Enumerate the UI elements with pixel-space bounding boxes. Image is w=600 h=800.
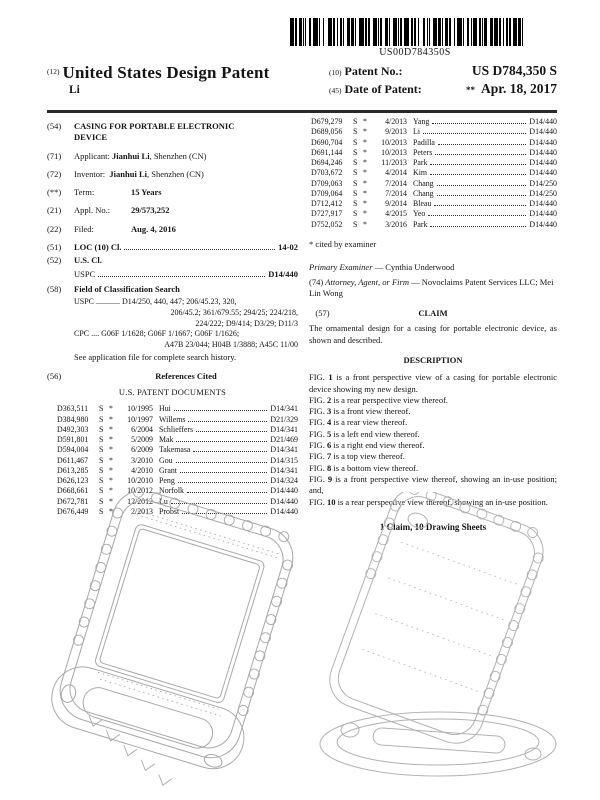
right-column [309,117,557,534]
applicant-name: Jianhui Li [112,150,150,161]
description-line: FIG. 1 is a front perspective view of a casing for portable electronic device showing my new design. [309,372,557,394]
description-heading: DESCRIPTION [403,355,463,365]
dotted-leader [176,462,268,463]
reference-row: D492,303 S * 6/2004 Schlieffers D14/341 [57,424,298,434]
reference-row: D384,980 S * 10/1997 Willems D21/329 [57,414,298,424]
description-line: FIG. 5 is a left end view thereof. [309,428,420,439]
description-line: FIG. 4 is a rear view thereof. [309,417,408,428]
field-appl-no: (21) Appl. No.: 29/573,252 [47,205,298,216]
filing-date: Aug. 4, 2016 [131,223,176,234]
references-table-right [311,117,557,230]
date-of-patent: ** Apr. 18, 2017 [465,81,557,96]
dotted-leader [428,215,526,216]
dotted-leader [438,144,526,145]
reference-row: D694,246 S * 11/2013 Park D14/440 [311,158,557,168]
classification-line: A47B 23/044; H04B 1/3888; A45C 11/00 [164,339,298,349]
front-perspective-figure-drawing [40,492,305,797]
description-lines [309,372,557,508]
dotted-leader [434,205,526,206]
reference-row: D668,661 S * 10/2012 Norfolk D14/440 [57,486,298,496]
description-line: FIG. 2 is a rear perspective view thereof. [309,394,449,405]
dotted-leader [435,154,526,155]
reference-row: D363,511 S * 10/1995 Hui D14/341 [57,404,298,414]
page-title: United States Design Patent [62,63,270,82]
dotted-leader [196,431,267,432]
reference-row: D709,064 S * 7/2014 Chang D14/250 [311,188,557,198]
dotted-leader [174,410,268,411]
uspc-value: D14/440 [268,268,298,279]
reference-row: D689,056 S * 9/2013 Li D14/440 [311,127,557,137]
classification-line: CPC .... G06F 1/1628; G06F 1/1667; G06F 1/1626; [74,329,240,339]
classification-line: 224/222; D9/414; D3/29; D11/3 [195,318,298,328]
field-us-class: (52) U.S. Cl. [47,255,102,266]
reference-row: D676,449 S * 2/2013 Probst D14/440 [57,506,298,516]
application-number: 29/573,252 [131,205,170,216]
invention-title: CASING FOR PORTABLE ELECTRONIC DEVICE [74,121,235,143]
drawing-figures [40,492,570,797]
dotted-leader [193,451,267,452]
reference-row: D709,063 S * 7/2014 Chang D14/250 [311,178,557,188]
us-patent-documents-heading: U.S. PATENT DOCUMENTS [118,386,227,397]
reference-row: D727,917 S * 4/2015 Yeo D14/440 [311,209,557,219]
left-column [47,121,298,517]
dotted-leader [432,123,526,124]
attorney-line: (74) Attorney, Agent, or Firm — Novoclaims Patent Services LLC; Mei Lin Wong [309,276,554,298]
reference-row: D613,285 S * 4/2010 Grant D14/341 [57,465,298,475]
loc-class-value: 14-02 [278,242,298,253]
claim-text: The ornamental design for a casing for portable electronic device, as shown and described. [309,323,557,345]
reference-row: D679,279 S * 4/2013 Yang D14/440 [311,117,557,126]
dotted-leader [430,174,526,175]
field-uspc: USPC D14/440 [74,268,298,279]
reference-row: D690,704 S * 10/2013 Padilla D14/440 [311,137,557,147]
description-line: FIG. 3 is a front view thereof. [309,406,411,417]
header-left [47,63,270,99]
reference-row: D591,801 S * 5/2009 Mak D21/469 [57,435,298,445]
field-title: (54) CASING FOR PORTABLE ELECTRONIC DEVICE [47,121,298,144]
dotted-leader [124,249,275,250]
rear-perspective-figure-drawing [305,492,570,797]
term-asterisks: ** [465,85,475,95]
reference-row: D752,052 S * 3/2016 Park D14/440 [311,219,557,229]
field-loc-class: (51) LOC (10) Cl. 14-02 [47,242,298,253]
term-value: 15 Years [131,187,162,198]
date-label: Date of Patent: [344,82,422,96]
classification-lines [74,297,298,350]
field-applicant: (71) Applicant: Jianhui Li, Shenzhen (CN) [47,150,207,161]
description-line: FIG. 9 is a front perspective view thereof, showing an in-use position; and, [309,473,557,496]
reference-row: D672,781 S * 12/2012 Lu D14/440 [57,496,298,506]
reference-row: D626,123 S * 10/2010 Peng D14/324 [57,476,298,486]
dotted-leader [437,185,527,186]
dotted-leader [430,226,526,227]
primary-examiner-line: Primary Examiner — Cynthia Underwood [309,262,455,273]
dotted-leader [176,441,267,442]
header-rule [47,110,557,113]
description-line: FIG. 10 is a rear perspective view thereof, showing an in-use position. [309,496,548,507]
cited-by-examiner-note: * cited by examiner [309,238,377,249]
classification-line: 206/45.2; 361/679.55; 294/25; 224/218, [170,307,298,317]
search-history-note: See application file for complete search history. [74,352,237,363]
kind-code: (12) [47,67,60,76]
dotted-leader [188,421,267,422]
field-term: (**) Term: 15 Years [47,187,298,198]
patent-number: US D784,350 S [471,63,557,78]
field-filed: (22) Filed: Aug. 4, 2016 [47,224,298,235]
header [47,63,557,99]
references-heading: (56) References Cited [47,370,217,381]
dotted-leader [430,164,526,165]
description-line: FIG. 7 is a top view thereof. [309,451,405,462]
dotted-leader [178,482,268,483]
reference-row: D594,004 S * 6/2009 Takemasa D14/341 [57,445,298,455]
barcode-label: US00D784350S [379,47,451,58]
dotted-leader [180,472,267,473]
description-line: FIG. 6 is a right end view thereof. [309,440,425,451]
reference-row: D712,412 S * 9/2014 Bleau D14/440 [311,199,557,209]
dotted-leader [423,133,526,134]
barcode [290,18,540,46]
header-right [329,63,557,99]
field-inventor: (72) Inventor: Jianhui Li, Shenzhen (CN) [47,168,204,179]
claim-heading: (57) CLAIM [315,308,448,319]
classification-line: USPC ............ D14/250, 440, 447; 206/45.23, 320, [74,297,237,307]
reference-row: D703,672 S * 4/2014 Kim D14/440 [311,168,557,178]
field-search: (58) Field of Classification Search [47,283,180,294]
inventor-name: Jianhui Li [109,168,147,179]
reference-row: D611,467 S * 3/2010 Gou D14/315 [57,455,298,465]
reference-row: D691,144 S * 10/2013 Peters D14/440 [311,147,557,157]
date-code: (45) [329,86,342,95]
inventor-surname: Li [69,84,80,96]
dotted-leader [98,276,265,277]
claims-sheets-note: 1 Claim, 10 Drawing Sheets [379,521,487,532]
dotted-leader [437,195,527,196]
patent-no-code: (10) [329,68,342,77]
patent-no-label: Patent No.: [344,64,403,78]
description-line: FIG. 8 is a bottom view thereof. [309,462,419,473]
